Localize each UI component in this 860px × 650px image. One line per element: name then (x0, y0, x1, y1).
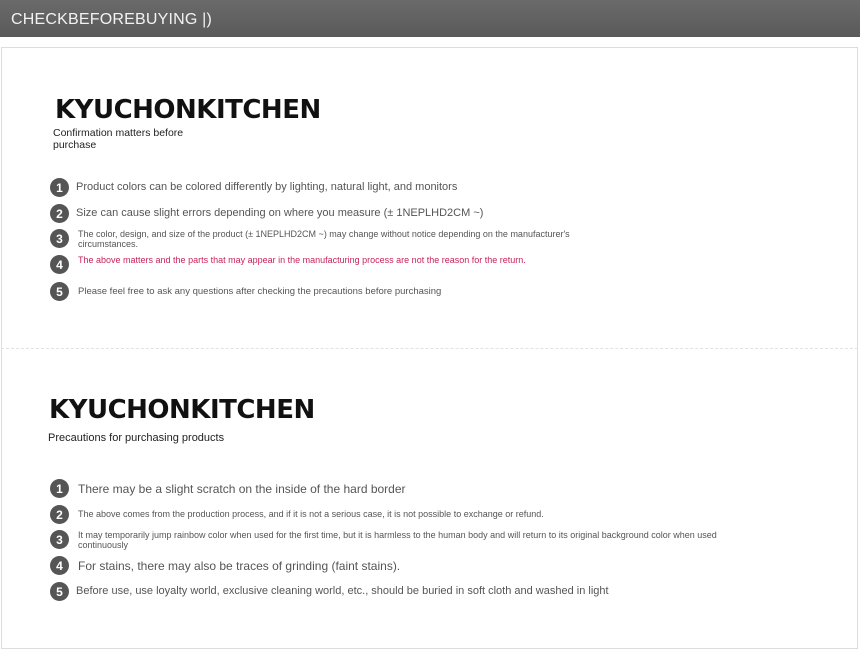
list-item (50, 204, 483, 223)
number-badge: 2 (50, 204, 69, 223)
list-item (50, 255, 528, 274)
list-item (50, 479, 406, 498)
number-badge: 1 (50, 479, 69, 498)
item-text: The above matters and the parts that may appear in the manufacturing process are not the reason for the return. (78, 255, 526, 265)
section-subtitle: Confirmation matters before purchase (53, 127, 184, 151)
number-badge: 5 (50, 582, 69, 601)
item-text: The color, design, and size of the product (± 1NEPLHD2CM ~) may change without notice depending on the manufacturer's circumstances. (78, 229, 570, 249)
item-text: Size can cause slight errors depending on where you measure (± 1NEPLHD2CM ~) (76, 207, 484, 219)
list-item (50, 556, 400, 575)
brand-title: KYUCHONKITCHEN (49, 395, 315, 425)
list-item (50, 505, 544, 524)
list-item (50, 582, 609, 601)
section-divider (1, 348, 858, 349)
item-text: The above comes from the production process, and if it is not a serious case, it is not possible to exchange or refund. (78, 509, 544, 519)
number-badge: 2 (50, 505, 69, 524)
brand-title: KYUCHONKITCHEN (55, 95, 321, 125)
number-badge: 5 (50, 282, 69, 301)
header-title: CHECKBEFOREBUYING |) (11, 11, 213, 28)
number-badge: 1 (50, 178, 69, 197)
list-item (50, 282, 441, 301)
number-badge: 3 (50, 530, 69, 549)
item-text: Product colors can be colored differently by lighting, natural light, and monitors (76, 181, 458, 193)
list-item (50, 530, 728, 550)
number-badge: 4 (50, 255, 69, 274)
list-item (50, 229, 608, 249)
section-subtitle: Precautions for purchasing products (48, 432, 225, 444)
list-item (50, 178, 457, 197)
item-text: Please feel free to ask any questions after checking the precautions before purchasing (78, 286, 442, 297)
number-badge: 4 (50, 556, 69, 575)
item-text: There may be a slight scratch on the inside of the hard border (78, 482, 406, 496)
item-text: Before use, use loyalty world, exclusive cleaning world, etc., should be buried in soft cloth and washed in light (76, 585, 609, 597)
number-badge: 3 (50, 229, 69, 248)
item-text: For stains, there may also be traces of grinding (faint stains). (78, 559, 401, 573)
header-bar (0, 0, 860, 37)
item-text: It may temporarily jump rainbow color when used for the first time, but it is harmless to the human body and will return to its original background color when used continuously (78, 530, 717, 550)
